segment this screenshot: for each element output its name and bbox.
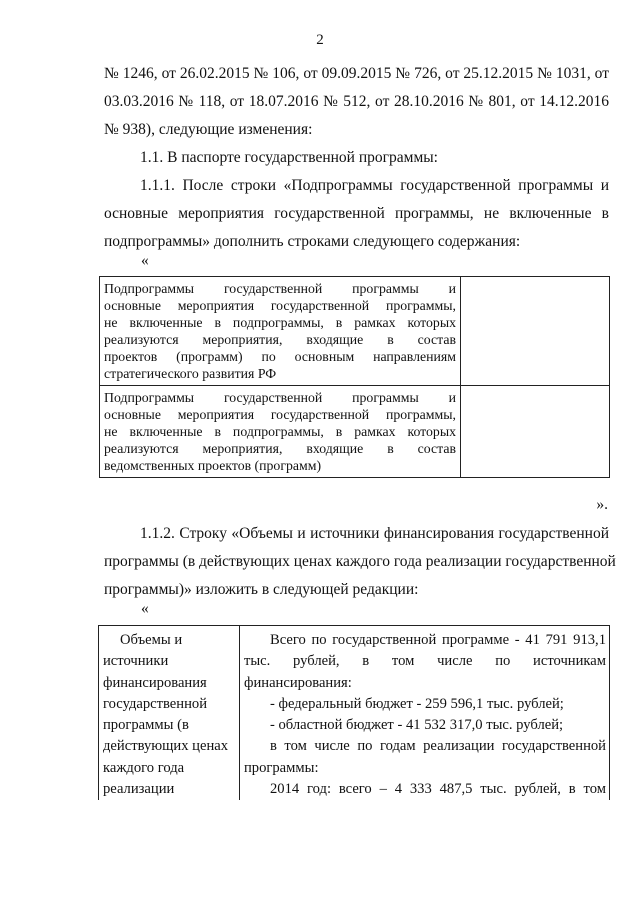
cell-line: основные мероприятия государственной программы,	[104, 407, 456, 422]
table-cell-label	[100, 277, 461, 386]
value-line: Всего по государственной программе - 41 791 913,1	[270, 632, 606, 648]
table-row	[100, 277, 610, 386]
value-line: - федеральный бюджет - 259 596,1 тыс. рублей;	[270, 695, 564, 712]
financing-value-cell	[240, 626, 610, 801]
value-line: в том числе по годам реализации государственной	[270, 738, 606, 755]
value-line: финансирования:	[244, 674, 352, 691]
intro-line: № 938), следующие изменения:	[104, 121, 313, 138]
item-1-1-1-paragraph	[104, 172, 609, 256]
value-line: 2014 год: всего – 4 333 487,5 тыс. рублей, в том	[270, 781, 606, 798]
financing-label-cell	[99, 626, 240, 801]
table-row	[100, 386, 610, 478]
label-line: финансирования	[103, 674, 207, 691]
table-cell-value	[461, 277, 610, 386]
label-line: источники	[103, 653, 169, 670]
value-line: тыс. рублей, в том числе по источникам	[244, 653, 606, 670]
cell-line: не включенные в подпрограммы, в рамках которых	[104, 424, 456, 439]
label-line: действующих ценах	[103, 738, 229, 755]
value-line: программы:	[244, 759, 319, 776]
quote-open-mark-2: «	[141, 600, 149, 617]
table-row	[99, 626, 610, 801]
quote-close-mark: ».	[596, 496, 608, 513]
item-1-1-text: 1.1. В паспорте государственной программы:	[140, 149, 438, 166]
intro-line: № 1246, от 26.02.2015 № 106, от 09.09.2015 № 726, от 25.12.2015 № 1031, от	[104, 65, 609, 82]
passport-insert-table	[99, 276, 610, 478]
intro-line: 03.03.2016 № 118, от 18.07.2016 № 512, от 28.10.2016 № 801, от 14.12.2016	[104, 93, 609, 110]
item-1-1	[104, 144, 609, 172]
value-line: - областной бюджет - 41 532 317,0 тыс. рублей;	[270, 717, 564, 734]
label-line: Объемы и	[120, 632, 183, 648]
page-number: 2	[316, 32, 324, 48]
financing-table	[98, 625, 610, 800]
intro-paragraph	[104, 60, 609, 144]
item-1-1-2-line: программы)» изложить в следующей редакции:	[104, 581, 419, 598]
item-1-1-2-paragraph	[104, 520, 616, 604]
cell-line: реализуются мероприятия, входящие в состав	[104, 332, 456, 347]
item-1-1-1-line: основные мероприятия государственной программы, не включенные в	[104, 205, 609, 222]
item-1-1-2-line: 1.1.2. Строку «Объемы и источники финансирования государственной	[140, 525, 609, 542]
item-1-1-1-line: подпрограммы» дополнить строками следующего содержания:	[104, 233, 521, 250]
label-line: государственной	[103, 695, 208, 712]
cell-line: ведомственных проектов (программ)	[104, 458, 322, 473]
table-cell-label	[100, 386, 461, 478]
cell-line: основные мероприятия государственной программы,	[104, 298, 456, 313]
label-line: программы (в	[103, 717, 189, 734]
cell-line: не включенные в подпрограммы, в рамках которых	[104, 315, 456, 330]
cell-line: проектов (программ) по основным направлениям	[104, 349, 456, 364]
item-1-1-2-line: программы (в действующих ценах каждого года реализации государственной	[104, 553, 616, 570]
cell-line: Подпрограммы государственной программы и	[104, 281, 456, 296]
item-1-1-1-line: 1.1.1. После строки «Подпрограммы государственной программы и	[140, 177, 609, 194]
table-cell-value	[461, 386, 610, 478]
cell-line: стратегического развития РФ	[104, 366, 277, 381]
label-line: реализации	[103, 781, 175, 798]
cell-line: Подпрограммы государственной программы и	[104, 390, 456, 405]
label-line: каждого года	[103, 759, 185, 776]
quote-open-mark: «	[141, 252, 149, 269]
cell-line: реализуются мероприятия, входящие в состав	[104, 441, 456, 456]
